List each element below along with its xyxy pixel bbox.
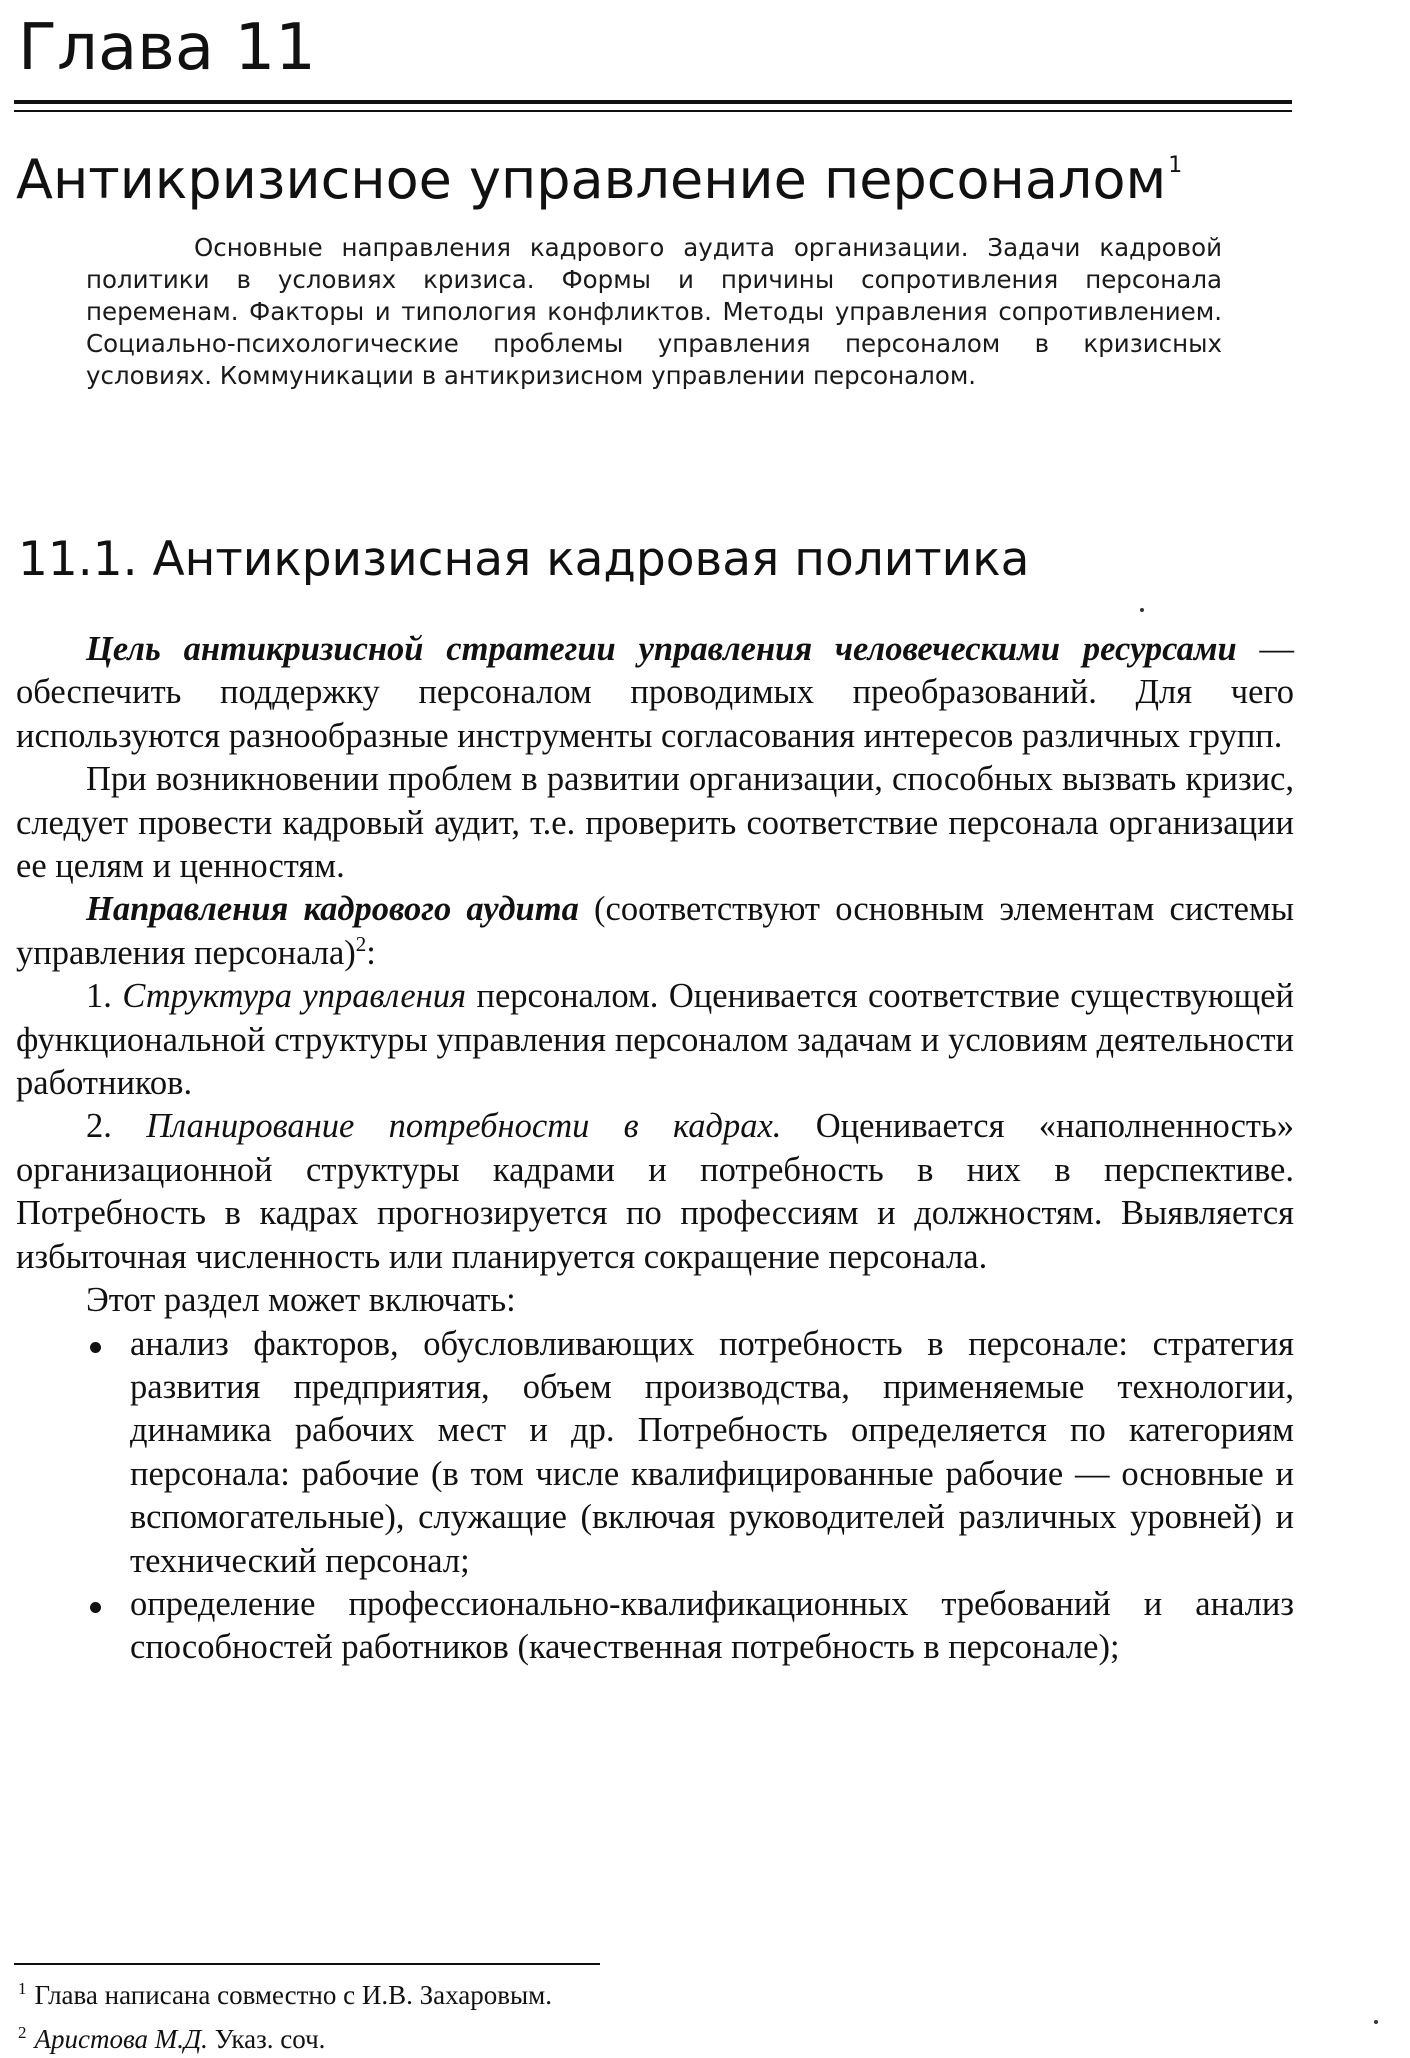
section-title: 11.1. Антикризисная кадровая политика	[18, 532, 1030, 587]
footnote-2-text: Указ. соч.	[207, 2024, 326, 2054]
paragraph-goal	[16, 628, 1294, 758]
paragraph-goal-text: — обеспечить поддержку персоналом проводимых преобразований. Для чего используются разнообразные инструменты согласования интересов различных групп.	[16, 630, 1295, 755]
scan-speck	[1140, 608, 1144, 612]
chapter-title-text: Антикризисное управление персоналом	[16, 148, 1167, 211]
paragraph-item-2	[16, 1105, 1294, 1279]
list-item	[16, 1323, 1294, 1583]
footnote-2-author: Аристова М.Д.	[34, 2024, 208, 2054]
chapter-abstract: Основные направления кадрового аудита организации. Задачи кадровой политики в условиях кризиса. Формы и причины сопротивления персонала переменам. Факторы и типология конфликтов. Методы управления сопротивлением. Социально-психологические проблемы управления персоналом в кризисных условиях. Коммуникации в антикризисном управлении персоналом.	[86, 233, 1222, 390]
footnote-1-mark: 1	[18, 1979, 27, 1998]
bullet-icon	[90, 1602, 101, 1613]
paragraph-audit-directions-text: (соответствуют основным элементам системы управления персонала)	[16, 890, 1294, 972]
paragraph-section-includes: Этот раздел может включать:	[86, 1281, 516, 1320]
body-text	[16, 628, 1294, 1670]
chapter-rule-thin	[14, 110, 1292, 112]
scan-speck	[1374, 2020, 1378, 2024]
bullet-icon	[90, 1342, 101, 1353]
item-1-number: 1.	[86, 977, 123, 1016]
footnote-2	[18, 2014, 1218, 2058]
footnote-ref-2: 2	[355, 931, 367, 956]
paragraph-audit-directions-emphasis: Направления кадрового аудита	[86, 890, 579, 929]
footnote-1	[18, 1970, 1218, 2014]
paragraph-audit-intro: При возникновении проблем в развитии организации, способных вызвать кризис, следует провести кадровый аудит, т.е. проверить соответствие персонала организации ее целям и ценностям.	[16, 760, 1294, 886]
item-2-number: 2.	[86, 1107, 147, 1146]
list-item	[16, 1583, 1294, 1670]
paragraph-audit-directions-end: :	[366, 933, 376, 972]
bullet-list	[16, 1323, 1294, 1670]
chapter-title	[16, 134, 1316, 212]
footnotes	[18, 1970, 1218, 2058]
item-1-text: персоналом. Оценивается соответствие существующей функциональной структуры управления персоналом задачам и условиям деятельности работников.	[16, 977, 1294, 1103]
paragraph-goal-emphasis: Цель антикризисной стратегии управления человеческими ресурсами	[86, 630, 1237, 668]
footnote-1-text: Глава написана совместно с И.В. Захаровым.	[34, 1980, 552, 2010]
chapter-title-footnote-mark: 1	[1168, 153, 1183, 178]
list-item-text: анализ факторов, обусловливающих потребность в персонале: стратегия развития предприятия, объем производства, применяемые технологии, динамика рабочих мест и др. Потребность определяется по категориям персонала: рабочие (в том числе квалифицированные рабочие — основные и вспомогательные), служащие (включая руководителей различных уровней) и технический персонал;	[130, 1324, 1294, 1580]
list-item-text: определение профессионально-квалификационных требований и анализ способностей работников (качественная потребность в персонале);	[130, 1584, 1294, 1667]
item-2-text: Оценивается «наполненность» организационной структуры кадрами и потребность в них в перспективе. Потребность в кадрах прогнозируется по профессиям и должностям. Выявляется избыточная численность или планируется сокращение персонала.	[16, 1107, 1294, 1276]
paragraph-item-1	[16, 975, 1294, 1105]
footnote-2-mark: 2	[18, 2023, 27, 2042]
chapter-rule-thick	[14, 100, 1292, 104]
item-2-heading: Планирование потребности в кадрах.	[146, 1107, 782, 1146]
paragraph-audit-directions	[16, 888, 1294, 975]
chapter-label: Глава 11	[18, 11, 316, 85]
footnote-rule	[14, 1963, 600, 1965]
item-1-heading: Структура управления	[122, 977, 467, 1016]
